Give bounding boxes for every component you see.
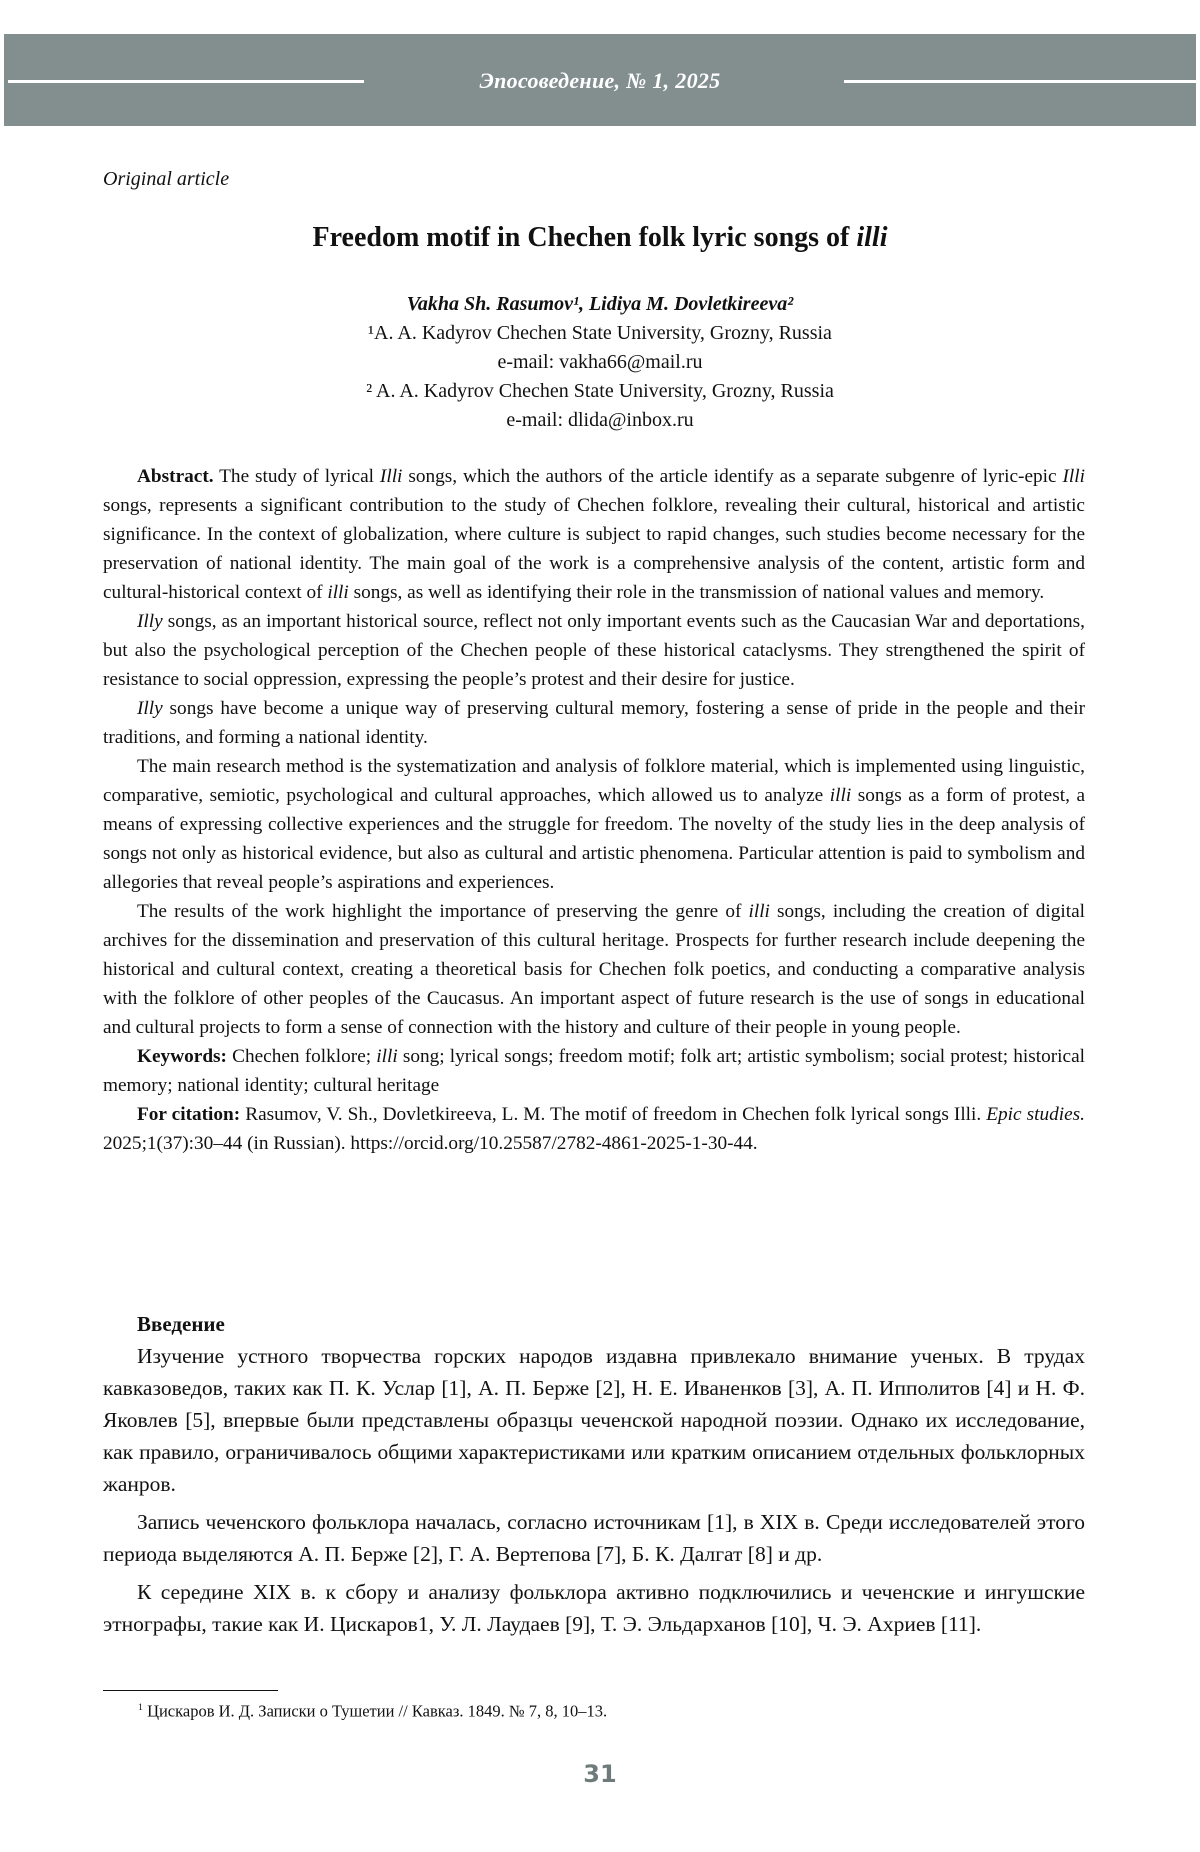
journal-header-band — [4, 34, 1196, 126]
affiliation-1: ¹A. A. Kadyrov Chechen State University, Grozny, Russia — [368, 322, 832, 344]
journal-issue: Эпосоведение, № 1, 2025 — [479, 68, 721, 93]
article-type-label: Original article — [103, 168, 230, 190]
abstract-paragraph-3: Illy songs have become a unique way of preserving cultural memory, fostering a sense of pride in the people and their traditions, and forming a national identity. — [103, 698, 1085, 748]
article-title: Freedom motif in Chechen folk lyric songs of illi — [312, 222, 888, 253]
keywords: Keywords: Chechen folklore; illi song; lyrical songs; freedom motif; folk art; artistic symbolism; social protest; historical memory; national identity; cultural heritage — [103, 1046, 1085, 1096]
abstract-paragraph-2: Illy songs, as an important historical source, reflect not only important events such as the Caucasian War and deportations, but also the psychological perception of the Chechen people of these historical cataclysms. They strengthened the spirit of resistance to social oppression, expressing the people’s protest and their desire for justice. — [103, 611, 1085, 690]
abstract-paragraph-1: Abstract. The study of lyrical Illi songs, which the authors of the article identify as a separate subgenre of lyric-epic Illi songs, represents a significant contribution to the study of Chechen folklore, revealing their cultural, historical and artistic significance. In the context of globalization, where culture is subject to rapid changes, such studies become necessary for the preservation of national identity. The main goal of the work is a comprehensive analysis of the content, artistic form and cultural-historical context of illi songs, as well as identifying their role in the transmission of national values and memory. — [103, 466, 1085, 603]
footnote: $^1$ Цискаров И. Д. Записки о Тушетии // Кавказ. 1849. № 7, 8, 10–13. — [138, 1701, 608, 1721]
intro-paragraph-1: Изучение устного творчества горских народов издавна привлекало внимание ученых. В трудах кавказоведов, таких как П. К. Услар [1], А. П. Берже [2], Н. Е. Иваненков [3], А. П. Ипполитов [4] и Н. Ф. Яковлев [5], впервые были представлены образцы чеченской народной поэзии. Однако их исследование, как правило, ограничивалось общими характеристиками или кратким описанием отдельных фольклорных жанров. — [103, 1344, 1085, 1496]
abstract-paragraph-4: The main research method is the systematization and analysis of folklore material, which is implemented using linguistic, comparative, semiotic, psychological and cultural approaches, which allowed us to analyze illi songs as a form of protest, a means of expressing collective experiences and the struggle for freedom. The novelty of the study lies in the deep analysis of songs not only as historical evidence, but also as cultural and artistic phenomena. Particular attention is paid to symbolism and allegories that reveal people’s aspirations and experiences. — [103, 756, 1086, 893]
introduction-section — [103, 1308, 1085, 1640]
abstract — [103, 462, 1085, 1158]
authors-block — [0, 290, 1200, 435]
page-number: 31 — [583, 1760, 617, 1788]
citation: For citation: Rasumov, V. Sh., Dovletkireeva, L. M. The motif of freedom in Chechen folk lyrical songs Illi. Epic studies. 2025;1(37):30–44 (in Russian). https://orcid.org/10.25587/2782-4861-2025-1-30-44. — [103, 1104, 1085, 1154]
footnote-divider — [103, 1690, 278, 1691]
introduction-heading: Введение — [137, 1312, 225, 1336]
abstract-paragraph-5: The results of the work highlight the importance of preserving the genre of illi songs, including the creation of digital archives for the dissemination and preservation of this cultural heritage. Prospects for further research include deepening the historical and cultural context, creating a theoretical basis for Chechen folk poetics, and conducting a comparative analysis with the folklore of other peoples of the Caucasus. An important aspect of future research is the use of songs in educational and cultural projects to form a sense of connection with the history and culture of their people in young people. — [103, 901, 1085, 1038]
intro-paragraph-3: К середине XIX в. к сбору и анализу фольклора активно подключились и чеченские и ингушские этнографы, такие как И. Цискаров1, У. Л. Лаудаев [9], Т. Э. Эльдарханов [10], Ч. Э. Ахриев [11]. — [103, 1580, 1085, 1636]
email-2[interactable]: e-mail: dlida@inbox.ru — [506, 409, 694, 431]
header-rule-right — [844, 80, 1196, 83]
affiliation-2: ² A. A. Kadyrov Chechen State University, Grozny, Russia — [366, 380, 834, 402]
email-1[interactable]: e-mail: vakha66@mail.ru — [497, 351, 703, 373]
intro-paragraph-2: Запись чеченского фольклора началась, согласно источникам [1], в XIX в. Среди исследователей этого периода выделяются А. П. Берже [2], Г. А. Вертепова [7], Б. К. Далгат [8] и др. — [103, 1510, 1085, 1566]
author-names: Vakha Sh. Rasumov¹, Lidiya M. Dovletkireeva² — [406, 293, 794, 315]
